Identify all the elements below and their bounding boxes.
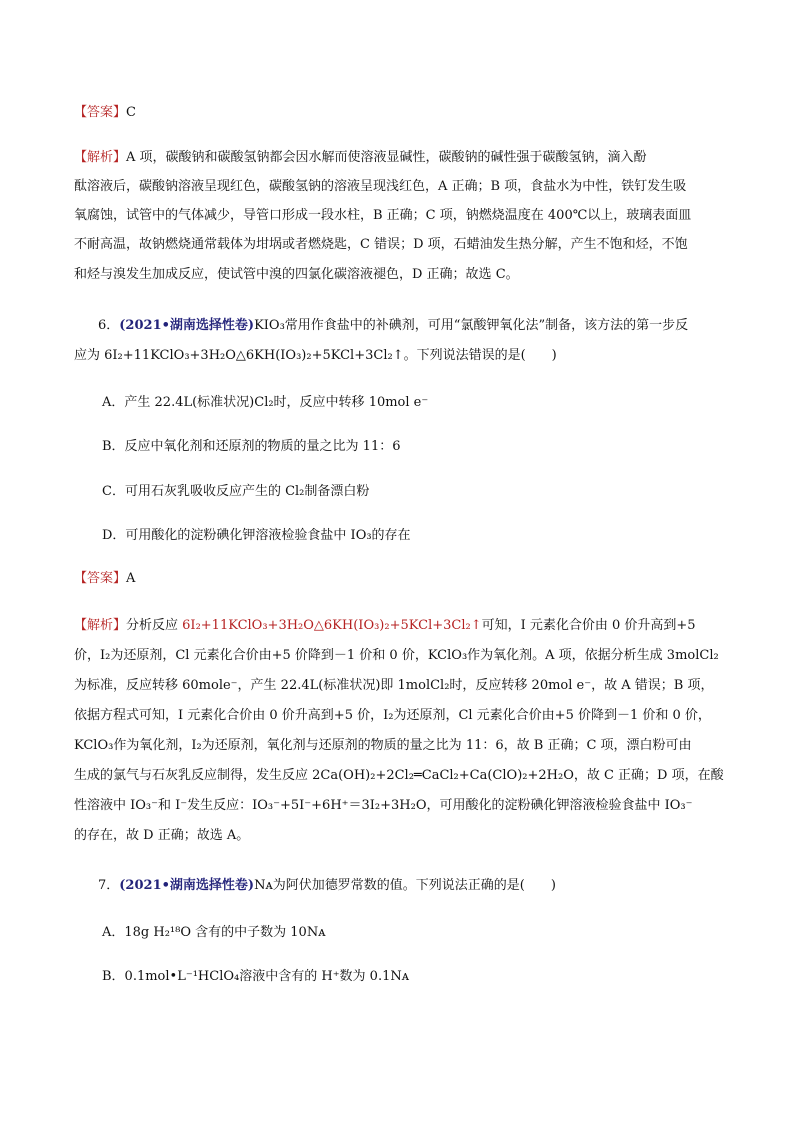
analysis-1-line-3: 氧腐蚀，试管中的气体减少，导管口形成一段水柱，B 正确；C 项，钠燃烧温度在 400℃以上，玻璃表面皿 xyxy=(74,208,692,223)
answer-value: C xyxy=(126,105,136,120)
analysis-text: 可知，I 元素化合价由 0 价升高到+5 xyxy=(481,618,696,633)
analysis-tag: 【解析】 xyxy=(74,618,127,633)
answer-value: A xyxy=(126,571,136,586)
question-7-line-1 xyxy=(98,877,556,895)
analysis-text: A 项，碳酸钠和碳酸氢钠都会因水解而使溶液显碱性，碳酸钠的碱性强于碳酸氢钠，滴入酚 xyxy=(126,150,647,165)
analysis-1-line-2: 酞溶液后，碳酸钠溶液呈现红色，碳酸氢钠的溶液呈现浅红色，A 正确；B 项，食盐水为中性，铁钉发生吸 xyxy=(74,179,687,194)
question-text: KIO₃常用作食盐中的补碘剂，可用“氯酸钾氧化法”制备，该方法的第一步反 xyxy=(254,318,689,333)
question-6-line-2 xyxy=(74,347,557,365)
answer-line-2 xyxy=(74,570,135,588)
question-source: (2021•湖南选择性卷) xyxy=(119,878,255,893)
answer-tag: 【答案】 xyxy=(74,571,127,586)
question-text: 。下列说法错误的是( ) xyxy=(403,348,557,363)
analysis-2-line-4: 依据方程式可知，I 元素化合价由 0 价升高到+5 价，I₂为还原剂，Cl 元素化合价由+5 价降到－1 价和 0 价， xyxy=(74,708,711,723)
analysis-1-line-1 xyxy=(74,149,647,167)
question-6-line-1 xyxy=(98,317,688,335)
question-number: 6． xyxy=(98,318,120,333)
answer-tag: 【答案】 xyxy=(74,105,127,120)
equation: 6I₂+11KClO₃+3H₂O△6KH(IO₃)₂+5KCl+3Cl₂↑ xyxy=(182,618,482,633)
option-a: A．产生 22.4L(标准状况)Cl₂时，反应中转移 10mol e⁻ xyxy=(102,395,429,410)
analysis-2-line-8: 的存在，故 D 正确；故选 A。 xyxy=(74,828,250,843)
question-number: 7． xyxy=(98,878,120,893)
question-source: (2021•湖南选择性卷) xyxy=(119,318,255,333)
analysis-2-line-5: KClO₃作为氧化剂，I₂为还原剂，氧化剂与还原剂的物质的量之比为 11：6，故 B 正确；C 项，漂白粉可由 xyxy=(74,738,692,753)
question-text: Nᴀ为阿伏加德罗常数的值。下列说法正确的是( ) xyxy=(254,878,556,893)
analysis-text: 分析反应 xyxy=(126,618,183,633)
analysis-tag: 【解析】 xyxy=(74,150,127,165)
equation: 6I₂+11KClO₃+3H₂O△6KH(IO₃)₂+5KCl+3Cl₂↑ xyxy=(104,348,404,363)
option-b: B．反应中氧化剂和还原剂的物质的量之比为 11：6 xyxy=(102,439,401,454)
analysis-2-line-2: 价，I₂为还原剂，Cl 元素化合价由+5 价降到－1 价和 0 价，KClO₃作为氧化剂。A 项，依据分析生成 3molCl₂ xyxy=(74,648,719,663)
option-c: C．可用石灰乳吸收反应产生的 Cl₂制备漂白粉 xyxy=(102,484,370,499)
answer-line-1 xyxy=(74,104,136,122)
analysis-1-line-5: 和烃与溴发生加成反应，使试管中溴的四氯化碳溶液褪色，D 正确；故选 C。 xyxy=(74,267,519,282)
analysis-2-line-7: 性溶液中 IO₃⁻和 I⁻发生反应：IO₃⁻+5I⁻+6H⁺＝3I₂+3H₂O，可用酸化的淀粉碘化钾溶液检验食盐中 IO₃⁻ xyxy=(74,798,693,813)
option-a: A．18g H₂¹⁸O 含有的中子数为 10Nᴀ xyxy=(102,925,326,940)
option-b: B．0.1mol•L⁻¹HClO₄溶液中含有的 H⁺数为 0.1Nᴀ xyxy=(102,969,410,984)
analysis-1-line-4: 不耐高温，故钠燃烧通常载体为坩埚或者燃烧匙，C 错误；D 项，石蜡油发生热分解，产生不饱和烃，不饱 xyxy=(74,237,688,252)
analysis-2-line-6: 生成的氯气与石灰乳反应制得，发生反应 2Ca(OH)₂+2Cl₂═CaCl₂+Ca(ClO)₂+2H₂O，故 C 正确；D 项，在酸 xyxy=(74,768,724,783)
question-text: 应为 xyxy=(74,348,105,363)
analysis-2-line-3: 为标准，反应转移 60mole⁻，产生 22.4L(标准状况)即 1molCl₂时，反应转移 20mol e⁻，故 A 错误；B 项， xyxy=(74,678,714,693)
analysis-2-line-1 xyxy=(74,617,696,635)
option-d: D．可用酸化的淀粉碘化钾溶液检验食盐中 IO₃的存在 xyxy=(102,528,411,543)
